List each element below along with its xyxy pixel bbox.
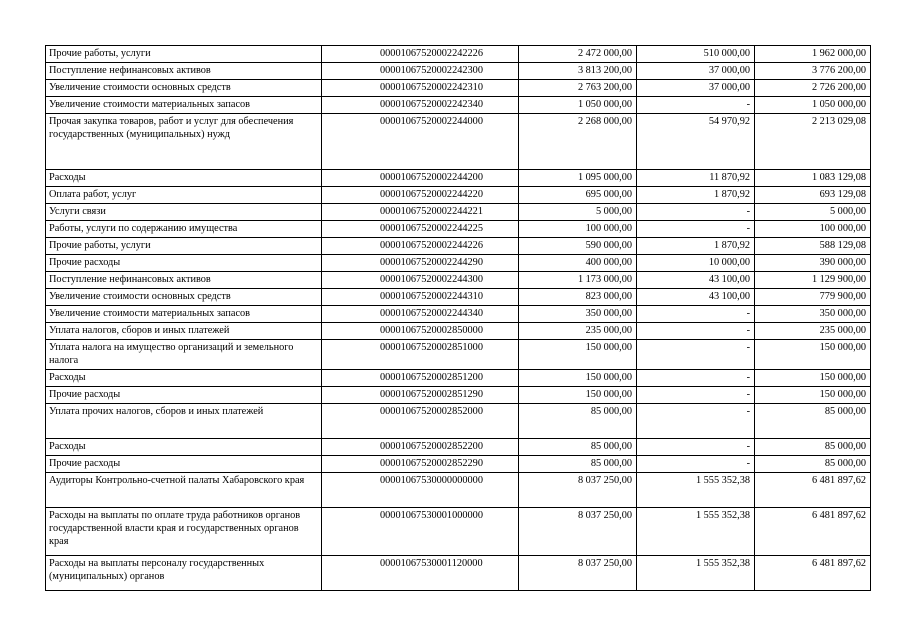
row-name-cell: Увеличение стоимости основных средств (46, 80, 322, 97)
row-code-cell: 00001067520002244300 (322, 272, 519, 289)
row-plan-cell: 85 000,00 (519, 456, 637, 473)
table-row (46, 323, 871, 340)
table-row (46, 370, 871, 387)
table-row (46, 221, 871, 238)
row-plan-cell: 2 268 000,00 (519, 114, 637, 170)
row-executed-cell: - (637, 306, 755, 323)
row-plan-cell: 150 000,00 (519, 370, 637, 387)
table-row (46, 114, 871, 170)
row-remaining-cell: 150 000,00 (755, 340, 871, 370)
row-plan-cell: 235 000,00 (519, 323, 637, 340)
row-remaining-cell: 1 962 000,00 (755, 46, 871, 63)
row-remaining-cell: 5 000,00 (755, 204, 871, 221)
row-executed-cell: - (637, 387, 755, 404)
row-name-cell: Расходы (46, 170, 322, 187)
row-code-cell: 00001067520002244000 (322, 114, 519, 170)
row-plan-cell: 8 037 250,00 (519, 473, 637, 508)
row-remaining-cell: 150 000,00 (755, 387, 871, 404)
table-row (46, 439, 871, 456)
row-executed-cell: 1 870,92 (637, 238, 755, 255)
row-name-cell: Уплата налогов, сборов и иных платежей (46, 323, 322, 340)
table-row (46, 556, 871, 591)
table-row (46, 187, 871, 204)
row-remaining-cell: 1 050 000,00 (755, 97, 871, 114)
row-remaining-cell: 588 129,08 (755, 238, 871, 255)
row-executed-cell: 43 100,00 (637, 289, 755, 306)
row-code-cell: 00001067520002242300 (322, 63, 519, 80)
table-row (46, 204, 871, 221)
row-plan-cell: 823 000,00 (519, 289, 637, 306)
row-code-cell: 00001067520002244310 (322, 289, 519, 306)
row-name-cell: Поступление нефинансовых активов (46, 272, 322, 289)
row-code-cell: 00001067520002242226 (322, 46, 519, 63)
row-plan-cell: 1 173 000,00 (519, 272, 637, 289)
row-code-cell: 00001067520002244221 (322, 204, 519, 221)
table-row (46, 404, 871, 439)
row-code-cell: 00001067520002850000 (322, 323, 519, 340)
row-code-cell: 00001067520002244290 (322, 255, 519, 272)
row-executed-cell: - (637, 340, 755, 370)
table-row (46, 97, 871, 114)
row-remaining-cell: 2 213 029,08 (755, 114, 871, 170)
row-name-cell: Увеличение стоимости материальных запасов (46, 306, 322, 323)
table-row (46, 473, 871, 508)
row-code-cell: 00001067520002244200 (322, 170, 519, 187)
row-name-cell: Расходы (46, 370, 322, 387)
row-plan-cell: 100 000,00 (519, 221, 637, 238)
row-executed-cell: - (637, 221, 755, 238)
row-name-cell: Прочие работы, услуги (46, 238, 322, 255)
row-executed-cell: - (637, 97, 755, 114)
row-name-cell: Поступление нефинансовых активов (46, 63, 322, 80)
row-name-cell: Увеличение стоимости основных средств (46, 289, 322, 306)
row-executed-cell: 37 000,00 (637, 63, 755, 80)
row-plan-cell: 350 000,00 (519, 306, 637, 323)
row-name-cell: Прочие расходы (46, 456, 322, 473)
row-name-cell: Прочая закупка товаров, работ и услуг для обеспечения государственных (муниципальных) нужд (46, 114, 322, 170)
row-code-cell: 00001067520002244220 (322, 187, 519, 204)
row-executed-cell: 37 000,00 (637, 80, 755, 97)
row-code-cell: 00001067520002852290 (322, 456, 519, 473)
row-plan-cell: 150 000,00 (519, 340, 637, 370)
row-code-cell: 00001067520002244225 (322, 221, 519, 238)
row-executed-cell: 1 555 352,38 (637, 556, 755, 591)
row-remaining-cell: 85 000,00 (755, 404, 871, 439)
row-plan-cell: 2 472 000,00 (519, 46, 637, 63)
row-executed-cell: 510 000,00 (637, 46, 755, 63)
row-remaining-cell: 235 000,00 (755, 323, 871, 340)
budget-table (45, 45, 871, 591)
row-executed-cell: - (637, 456, 755, 473)
row-remaining-cell: 150 000,00 (755, 370, 871, 387)
table-row (46, 306, 871, 323)
row-name-cell: Увеличение стоимости материальных запасов (46, 97, 322, 114)
row-plan-cell: 400 000,00 (519, 255, 637, 272)
row-remaining-cell: 390 000,00 (755, 255, 871, 272)
row-executed-cell: - (637, 439, 755, 456)
row-code-cell: 00001067520002242340 (322, 97, 519, 114)
row-plan-cell: 3 813 200,00 (519, 63, 637, 80)
row-remaining-cell: 6 481 897,62 (755, 508, 871, 556)
row-name-cell: Расходы (46, 439, 322, 456)
row-executed-cell: 1 870,92 (637, 187, 755, 204)
row-name-cell: Прочие работы, услуги (46, 46, 322, 63)
table-row (46, 456, 871, 473)
row-executed-cell: 10 000,00 (637, 255, 755, 272)
row-plan-cell: 8 037 250,00 (519, 508, 637, 556)
table-row (46, 63, 871, 80)
table-row (46, 340, 871, 370)
row-code-cell: 00001067520002242310 (322, 80, 519, 97)
row-executed-cell: - (637, 404, 755, 439)
row-plan-cell: 1 095 000,00 (519, 170, 637, 187)
row-code-cell: 00001067530001000000 (322, 508, 519, 556)
row-plan-cell: 85 000,00 (519, 439, 637, 456)
budget-table-body (46, 46, 871, 591)
row-code-cell: 00001067520002852000 (322, 404, 519, 439)
row-executed-cell: 1 555 352,38 (637, 473, 755, 508)
row-code-cell: 00001067520002851290 (322, 387, 519, 404)
row-plan-cell: 150 000,00 (519, 387, 637, 404)
row-name-cell: Уплата прочих налогов, сборов и иных платежей (46, 404, 322, 439)
row-code-cell: 00001067520002851000 (322, 340, 519, 370)
row-name-cell: Прочие расходы (46, 387, 322, 404)
row-name-cell: Расходы на выплаты персоналу государственных (муниципальных) органов (46, 556, 322, 591)
table-row (46, 289, 871, 306)
row-name-cell: Услуги связи (46, 204, 322, 221)
row-remaining-cell: 85 000,00 (755, 439, 871, 456)
document-sheet (45, 45, 870, 591)
row-executed-cell: - (637, 370, 755, 387)
row-remaining-cell: 2 726 200,00 (755, 80, 871, 97)
row-plan-cell: 8 037 250,00 (519, 556, 637, 591)
row-executed-cell: 11 870,92 (637, 170, 755, 187)
row-plan-cell: 590 000,00 (519, 238, 637, 255)
row-plan-cell: 1 050 000,00 (519, 97, 637, 114)
table-row (46, 170, 871, 187)
table-row (46, 508, 871, 556)
table-row (46, 238, 871, 255)
row-name-cell: Оплата работ, услуг (46, 187, 322, 204)
row-remaining-cell: 1 129 900,00 (755, 272, 871, 289)
row-plan-cell: 695 000,00 (519, 187, 637, 204)
row-name-cell: Аудиторы Контрольно-счетной палаты Хабаровского края (46, 473, 322, 508)
row-name-cell: Прочие расходы (46, 255, 322, 272)
row-executed-cell: - (637, 323, 755, 340)
row-code-cell: 00001067520002851200 (322, 370, 519, 387)
table-row (46, 272, 871, 289)
row-code-cell: 00001067520002244340 (322, 306, 519, 323)
row-code-cell: 00001067520002244226 (322, 238, 519, 255)
row-code-cell: 00001067530000000000 (322, 473, 519, 508)
row-remaining-cell: 100 000,00 (755, 221, 871, 238)
row-executed-cell: 43 100,00 (637, 272, 755, 289)
row-code-cell: 00001067530001120000 (322, 556, 519, 591)
row-name-cell: Расходы на выплаты по оплате труда работников органов государственной власти края и государственных органов края (46, 508, 322, 556)
table-row (46, 80, 871, 97)
row-executed-cell: 1 555 352,38 (637, 508, 755, 556)
row-executed-cell: 54 970,92 (637, 114, 755, 170)
row-remaining-cell: 6 481 897,62 (755, 473, 871, 508)
row-code-cell: 00001067520002852200 (322, 439, 519, 456)
row-remaining-cell: 350 000,00 (755, 306, 871, 323)
row-remaining-cell: 6 481 897,62 (755, 556, 871, 591)
row-executed-cell: - (637, 204, 755, 221)
table-row (46, 255, 871, 272)
table-row (46, 46, 871, 63)
table-row (46, 387, 871, 404)
row-name-cell: Уплата налога на имущество организаций и земельного налога (46, 340, 322, 370)
row-remaining-cell: 3 776 200,00 (755, 63, 871, 80)
row-plan-cell: 85 000,00 (519, 404, 637, 439)
row-name-cell: Работы, услуги по содержанию имущества (46, 221, 322, 238)
row-plan-cell: 2 763 200,00 (519, 80, 637, 97)
row-remaining-cell: 85 000,00 (755, 456, 871, 473)
row-remaining-cell: 779 900,00 (755, 289, 871, 306)
row-remaining-cell: 693 129,08 (755, 187, 871, 204)
row-remaining-cell: 1 083 129,08 (755, 170, 871, 187)
row-plan-cell: 5 000,00 (519, 204, 637, 221)
